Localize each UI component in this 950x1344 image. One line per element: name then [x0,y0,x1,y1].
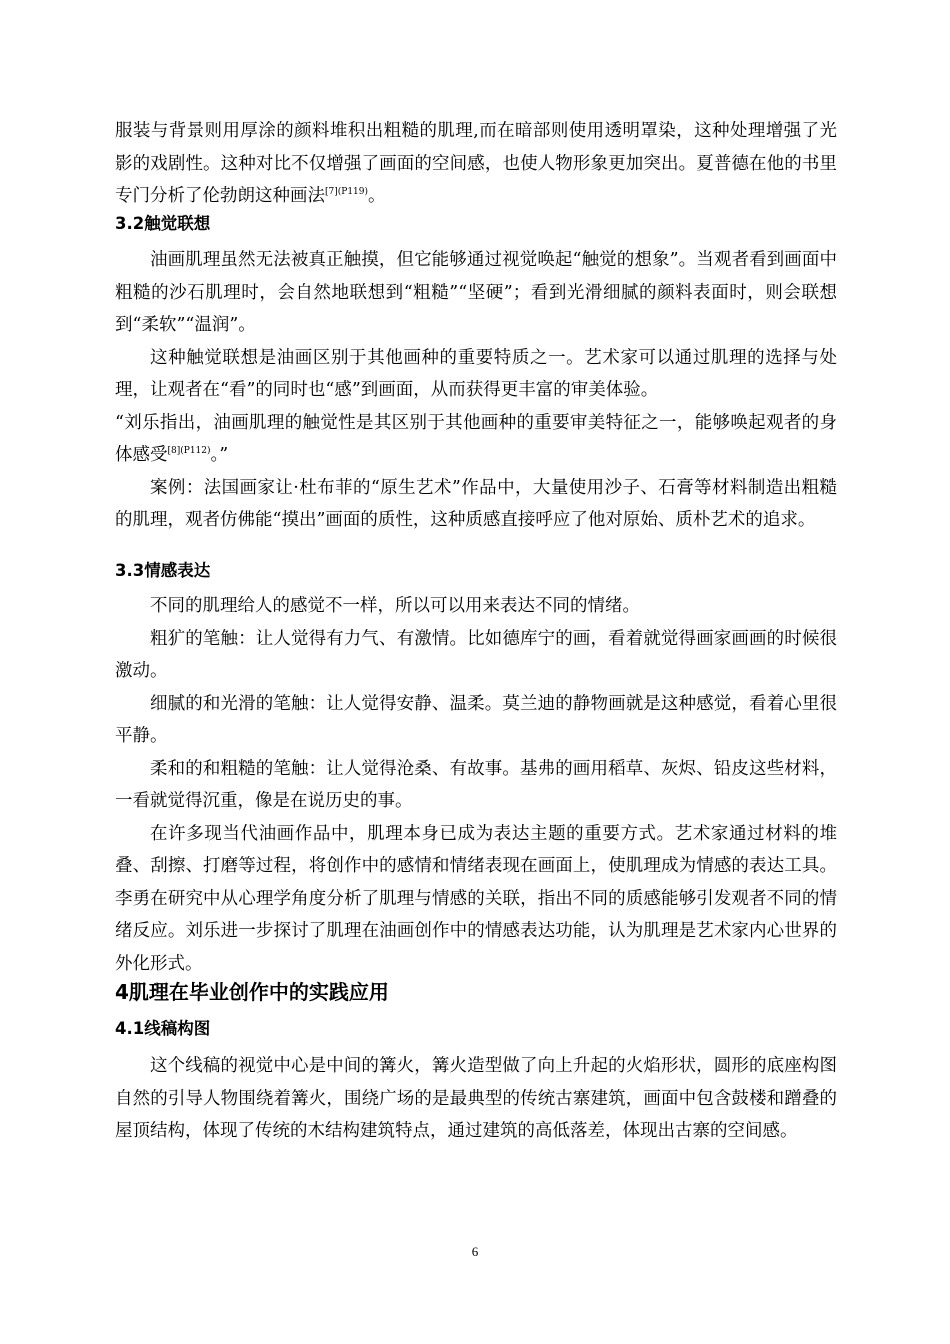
citation-ref: [7](P119) [325,187,369,197]
page-number: 6 [471,1244,479,1259]
continued-paragraph [115,115,837,213]
body-paragraph: 这个线稿的视觉中心是中间的篝火，篝火造型做了向上升起的火焰形状，圆形的底座构图自然的引导人物围绕着篝火，围绕广场的是最典型的传统古寨建筑，画面中包含鼓楼和蹭叠的屋顶结构，体现了传统的木结构建筑特点，通过建筑的高低落差，体现出古寨的空间感。 [115,1056,837,1141]
body-paragraph: 细腻的和光滑的笔触：让人觉得安静、温柔。莫兰迪的静物画就是这种感觉，看着心里很平静。 [115,693,837,746]
section-4-1-body [115,1050,837,1148]
subsection-heading-4-1 [115,1017,837,1041]
body-paragraph: 这种触觉联想是油画区别于其他画种的重要特质之一。艺术家可以通过肌理的选择与处理，让观者在“看”的同时也“感”到画面，从而获得更丰富的审美体验。 [115,347,837,400]
body-paragraph: 在许多现当代油画作品中，肌理本身已成为表达主题的重要方式。艺术家通过材料的堆叠、刮擦、打磨等过程，将创作中的感情和情绪表现在画面上，使肌理成为情感的表达工具。李勇在研究中从心理学角度分析了肌理与情感的关联，指出不同的质感能够引发观者不同的情绪反应。刘乐进一步探讨了肌理在油画创作中的情感表达功能，认为肌理是艺术家内心世界的外化形式。 [115,823,837,974]
subsection-heading-3-2 [115,212,837,236]
body-paragraph: 油画肌理虽然无法被真正触摸，但它能够通过视觉唤起“触觉的想象”。当观者看到画面中粗糙的沙石肌理时，会自然地联想到“粗糙”“坚硬”；看到光滑细腻的颜料表面时，则会联想到“柔软”“温润”。 [115,250,837,335]
body-paragraph: 服装与背景则用厚涂的颜料堆积出粗糙的肌理,而在暗部则使用透明罩染，这种处理增强了光影的戏剧性。这种对比不仅增强了画面的空间感，也使人物形象更加突出。夏普德在他的书里专门分析了伦勃朗这种画法$^{[7](P119)}$。 [115,121,837,206]
section-heading-4 [115,978,837,1006]
section-3-3-body [115,590,837,980]
section-3-2-body [115,244,837,537]
body-paragraph: 不同的肌理给人的感觉不一样，所以可以用来表达不同的情绪。 [150,596,640,616]
heading-text: 4.1线稿构图 [115,1019,211,1038]
heading-text: 3.3情感表达 [115,561,211,580]
citation-ref: [8](P112) [167,446,211,456]
body-paragraph: 柔和的和粗糙的笔触：让人觉得沧桑、有故事。基弗的画用稻草、灰烬、铅皮这些材料，一看就觉得沉重，像是在说历史的事。 [115,758,837,811]
subsection-heading-3-3 [115,559,837,583]
heading-text: 4肌理在毕业创作中的实践应用 [115,980,389,1004]
quote-paragraph: “刘乐指出，油画肌理的触觉性是其区别于其他画种的重要审美特征之一，能够唤起观者的身体感受$^{[8](P112)}$。” [115,412,837,465]
case-paragraph: 案例：法国画家让·杜布菲的“原生艺术”作品中，大量使用沙子、石膏等材料制造出粗糙的肌理，观者仿佛能“摸出”画面的质性，这种质感直接呼应了他对原始、质朴艺术的追求。 [115,477,837,530]
body-paragraph: 粗犷的笔触：让人觉得有力气、有激情。比如德库宁的画，看着就觉得画家画画的时候很激动。 [115,628,837,681]
heading-text: 3.2触觉联想 [115,214,211,233]
